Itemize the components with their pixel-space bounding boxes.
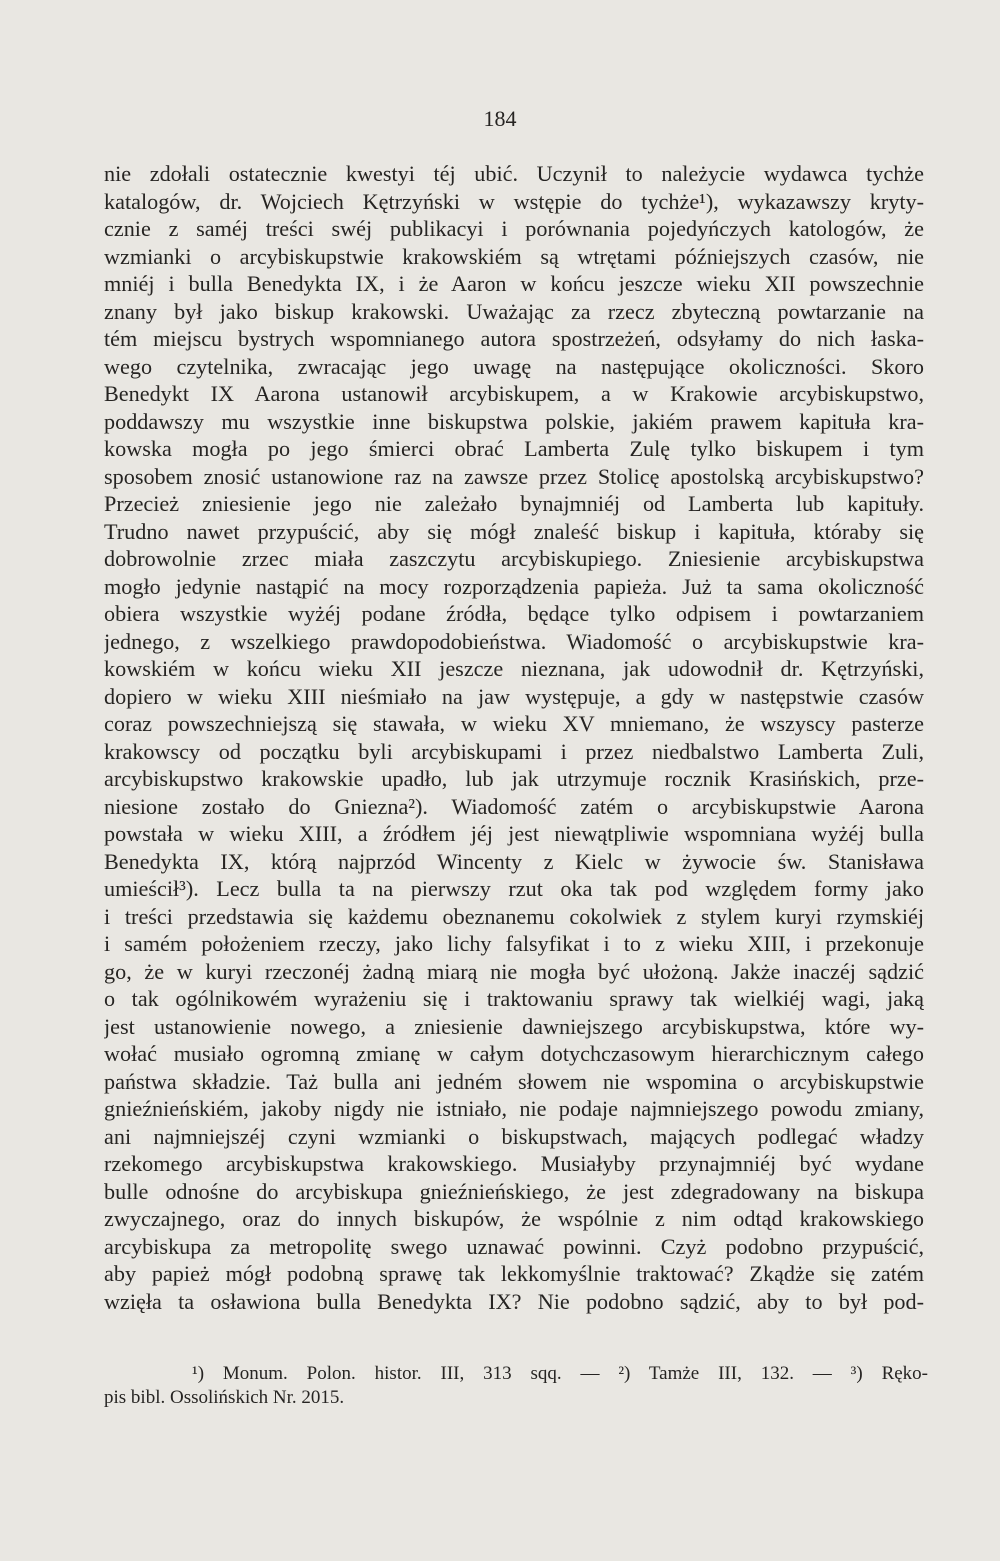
text-line: o tak ogólnikowém wyrażeniu się i traktowaniu sprawy tak wielkiéj wagi, jaką [104,986,924,1011]
text-line: znany był jako biskup krakowski. Uważając za rzecz zbyteczną powtarzanie na [104,298,924,324]
text-line [104,1315,924,1343]
text-line: nie zdołali ostatecznie kwestyi téj ubić. Uczynił to należycie wydawca tychże [104,161,924,186]
text-line: kowska mogła po jego śmierci obrać Lamberta Zulę tylko biskupem i tym [104,436,924,461]
text-line: kowskiém w końcu wieku XII jeszcze nieznana, jak udowodnił dr. Kętrzyński, [104,656,924,681]
text-line: zwyczajnego, oraz do innych biskupów, że wspólnie z nim odtąd krakowskiego [104,1206,924,1231]
text-line: Przecież zniesienie jego nie zależało bynajmniéj od Lamberta lub kapituły. [104,491,924,516]
text-line: mniéj i bulla Benedykta IX, i że Aaron w końcu jeszcze wieku XII powszechnie [104,271,924,296]
text-line: tém miejscu bystrych wspomnianego autora spostrzeżeń, odsyłamy do nich łaska- [104,326,924,351]
main-text [104,160,924,1343]
text-line: obiera wszystkie wyżéj podane źródła, będące tylko odpisem i powtarzaniem [104,601,924,626]
text-line: Benedykta IX, którą najprzód Wincenty z Kielc w żywocie św. Stanisława [104,848,924,874]
text-line: wzięła ta osławiona bulla Benedykta IX? Nie podobno sądzić, aby to był pod- [104,1288,924,1314]
text-line: mogło jedynie nastąpić na mocy rozporządzenia papieża. Już ta sama okoliczność [104,573,924,599]
text-line: Benedykt IX Aarona ustanowił arcybiskupem, a w Krakowie arcybiskupstwo, [104,381,924,406]
text-line: poddawszy mu wszystkie inne biskupstwa polskie, jakiém prawem kapituła kra- [104,408,924,434]
text-line: katalogów, dr. Wojciech Kętrzyński w wstępie do tychże¹), wykazawszy kryty- [104,188,924,214]
text-line: ani najmniejszéj czyni wzmianki o biskupstwach, mających podlegać władzy [104,1123,924,1149]
text-line: państwa składzie. Taż bulla ani jedném słowem nie wspomina o arcybiskupstwie [104,1068,924,1094]
text-line: i treści przedstawia się każdemu obeznanemu cokolwiek z stylem kuryi rzymskiéj [104,903,924,929]
text-line: rzekomego arcybiskupstwa krakowskiego. Musiałyby przynajmniéj być wydane [104,1151,924,1176]
text-line: wego czytelnika, zwracając jego uwagę na następujące okoliczności. Skoro [104,353,924,379]
footnotes [104,1362,928,1410]
text-line: i samém położeniem rzeczy, jako lichy falsyfikat i to z wieku XIII, i przekonuje [104,931,924,956]
text-line: coraz powszechniejszą się stawała, w wieku XV mniemano, że wszyscy pasterze [104,711,924,736]
text-line: umieścił³). Lecz bulla ta na pierwszy rzut oka tak pod względem formy jako [104,876,924,901]
text-line: niesione zostało do Gniezna²). Wiadomość zatém o arcybiskupstwie Aarona [104,793,924,819]
text-line: dobrowolnie zrzec miała zaszczytu arcybiskupiego. Zniesienie arcybiskupstwa [104,546,924,571]
text-line: sposobem znosić ustanowione raz na zawsze przez Stolicę apostolską arcybiskupstwo? [104,463,924,489]
text-line: gnieźnieńskiém, jakoby nigdy nie istniało, nie podaje najmniejszego powodu zmiany, [104,1096,924,1121]
text-line: bulle odnośne do arcybiskupa gnieźnieńskiego, że jest zdegradowany na biskupa [104,1178,924,1204]
text-line: arcybiskupstwo krakowskie upadło, lub jak utrzymuje rocznik Krasińskich, prze- [104,766,924,791]
text-line: jednego, z wszelkiego prawdopodobieństwa. Wiadomość o arcybiskupstwie kra- [104,628,924,654]
text-line: dopiero w wieku XIII nieśmiało na jaw występuje, a gdy w następstwie czasów [104,683,924,709]
text-line: wzmianki o arcybiskupstwie krakowskiém są wtrętami późniejszych czasów, nie [104,243,924,269]
footnote-line: pis bibl. Ossolińskich Nr. 2015. [104,1387,345,1408]
text-line: aby papież mógł podobną sprawę tak lekkomyślnie traktować? Zkądże się zatém [104,1261,924,1286]
page-number: 184 [483,106,517,131]
text-line: arcybiskupa za metropolitę swego uznawać powinni. Czyż podobno przypuścić, [104,1233,924,1259]
text-line: jest ustanowienie nowego, a zniesienie dawniejszego arcybiskupstwa, które wy- [104,1013,924,1039]
text-line: go, że w kuryi rzeczonéj żadną miarą nie mogła być ułożoną. Jakże inaczéj sądzić [104,958,924,984]
text-line: Trudno nawet przypuścić, aby się mógł znaleść biskup i kapituła, któraby się [104,518,924,544]
text-line: wołać musiało ogromną zmianę w całym dotychczasowym hierarchicznym całego [104,1041,924,1066]
text-line: powstała w wieku XIII, a źródłem jéj jest niewątpliwie wspomniana wyżéj bulla [104,821,924,846]
text-line: krakowscy od początku byli arcybiskupami i przez niedbalstwo Lamberta Zuli, [104,738,924,764]
footnote-line: ¹) Monum. Polon. histor. III, 313 sqq. — ²) Tamże III, 132. — ³) Ręko- [192,1363,928,1384]
text-line: cznie z saméj treści swéj publikacyi i porównania pojedyńczych katologów, że [104,216,924,241]
